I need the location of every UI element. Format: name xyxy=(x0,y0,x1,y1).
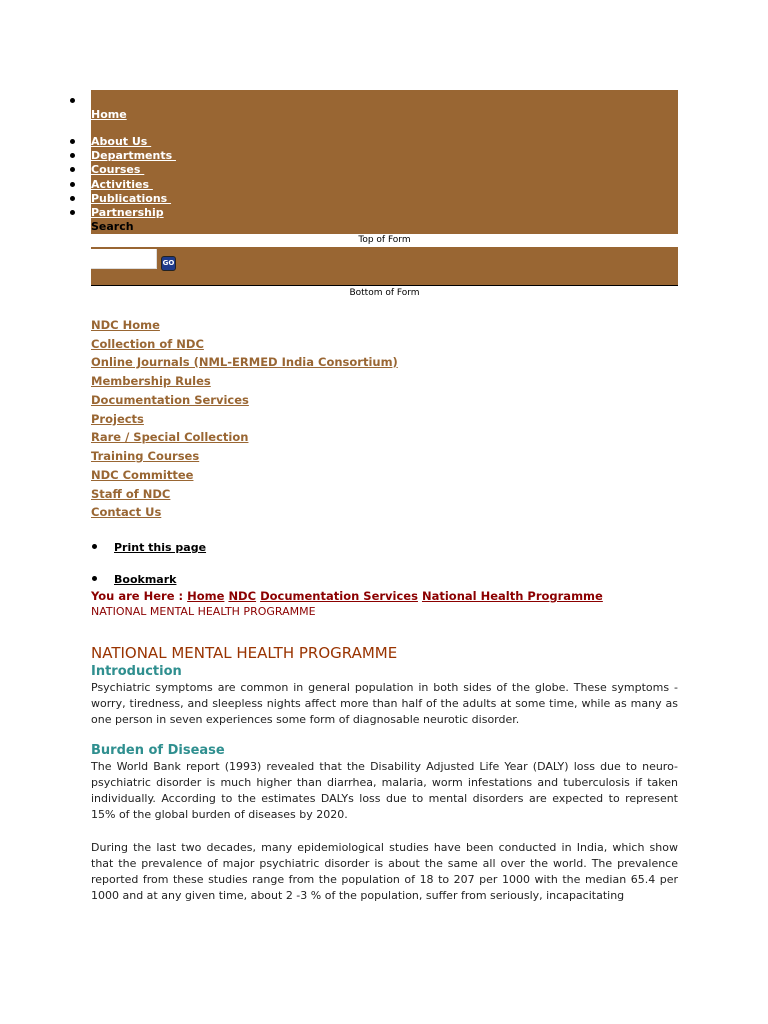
print-page-link[interactable]: Print this page xyxy=(114,541,207,554)
nav-activities[interactable]: Activities xyxy=(91,178,153,191)
sidebar-link-collection[interactable]: Collection of NDC xyxy=(91,337,204,351)
breadcrumb-national-health-programme[interactable]: National Health Programme xyxy=(421,589,603,603)
burden-paragraph: The World Bank report (1993) revealed that the Disability Adjusted Life Year (DALY) loss due to neuro-psychiatric disorder is much higher than diarrhea, malaria, worm infestations and tuberculosis if taken individually. According to the estimates DALYs loss due to mental disorders are expected to represent 15% of the global burden of diseases by 2020. xyxy=(91,760,678,821)
page-title: NATIONAL MENTAL HEALTH PROGRAMME xyxy=(91,644,398,662)
bullet-icon xyxy=(70,153,75,158)
sidebar-link-training-courses[interactable]: Training Courses xyxy=(91,449,200,463)
intro-paragraph: Psychiatric symptoms are common in general population in both sides of the globe. These symptoms - worry, tiredness, and sleepless nights affect more than half of the adults at some time, while as many as one person in seven experiences some form of diagnosable neurotic disorder. xyxy=(91,681,678,726)
bullet-icon xyxy=(70,98,75,103)
bullet-icon xyxy=(70,182,75,187)
breadcrumb-current: NATIONAL MENTAL HEALTH PROGRAMME xyxy=(91,605,316,618)
sidebar-link-documentation-services[interactable]: Documentation Services xyxy=(91,393,249,407)
bookmark-link[interactable]: Bookmark xyxy=(114,573,177,586)
nav-publications[interactable]: Publications xyxy=(91,192,172,205)
sidebar-link-projects[interactable]: Projects xyxy=(91,412,144,426)
nav-partnership[interactable]: Partnership xyxy=(91,206,164,219)
search-input[interactable] xyxy=(91,249,157,269)
intro-heading: Introduction xyxy=(91,664,182,679)
bullet-icon xyxy=(92,576,97,581)
bullet-icon xyxy=(70,210,75,215)
nav-courses[interactable]: Courses xyxy=(91,163,145,176)
nav-about-us[interactable]: About Us xyxy=(91,135,152,148)
top-of-form-label: Top of Form xyxy=(358,235,411,245)
bullet-icon xyxy=(70,196,75,201)
search-bar xyxy=(91,220,678,234)
bottom-of-form-label: Bottom of Form xyxy=(349,288,420,298)
sidebar-link-contact-us[interactable]: Contact Us xyxy=(91,505,162,519)
sidebar-link-ndc-home[interactable]: NDC Home xyxy=(91,318,160,332)
breadcrumb-documentation-services[interactable]: Documentation Services xyxy=(260,589,418,603)
bullet-icon xyxy=(70,139,75,144)
go-button[interactable]: GO xyxy=(161,256,176,271)
bullet-icon xyxy=(70,167,75,172)
sidebar-link-ndc-committee[interactable]: NDC Committee xyxy=(91,468,194,482)
breadcrumb-lead: You are Here : xyxy=(91,589,188,603)
breadcrumb xyxy=(91,589,603,603)
sidebar-link-rare-collection[interactable]: Rare / Special Collection xyxy=(91,430,249,444)
main-nav xyxy=(91,90,678,220)
search-form xyxy=(91,247,678,286)
studies-paragraph: During the last two decades, many epidemiological studies have been conducted in India, which show that the prevalence of major psychiatric disorder is about the same all over the world. The prevalence reported from these studies range from the population of 18 to 207 per 1000 with the median 65.4 per 1000 and at any given time, about 2 -3 % of the population, suffer from seriously, incapacitating xyxy=(91,841,678,902)
nav-departments[interactable]: Departments xyxy=(91,149,176,162)
sidebar-link-online-journals[interactable]: Online Journals (NML-ERMED India Consortium) xyxy=(91,355,398,369)
breadcrumb-ndc[interactable]: NDC xyxy=(228,589,257,603)
bullet-icon xyxy=(92,544,97,549)
burden-heading: Burden of Disease xyxy=(91,743,225,758)
search-label: Search xyxy=(91,220,134,233)
sidebar-link-staff[interactable]: Staff of NDC xyxy=(91,487,171,501)
nav-home[interactable]: Home xyxy=(91,108,127,121)
sidebar-link-membership-rules[interactable]: Membership Rules xyxy=(91,374,211,388)
breadcrumb-home[interactable]: Home xyxy=(187,589,225,603)
